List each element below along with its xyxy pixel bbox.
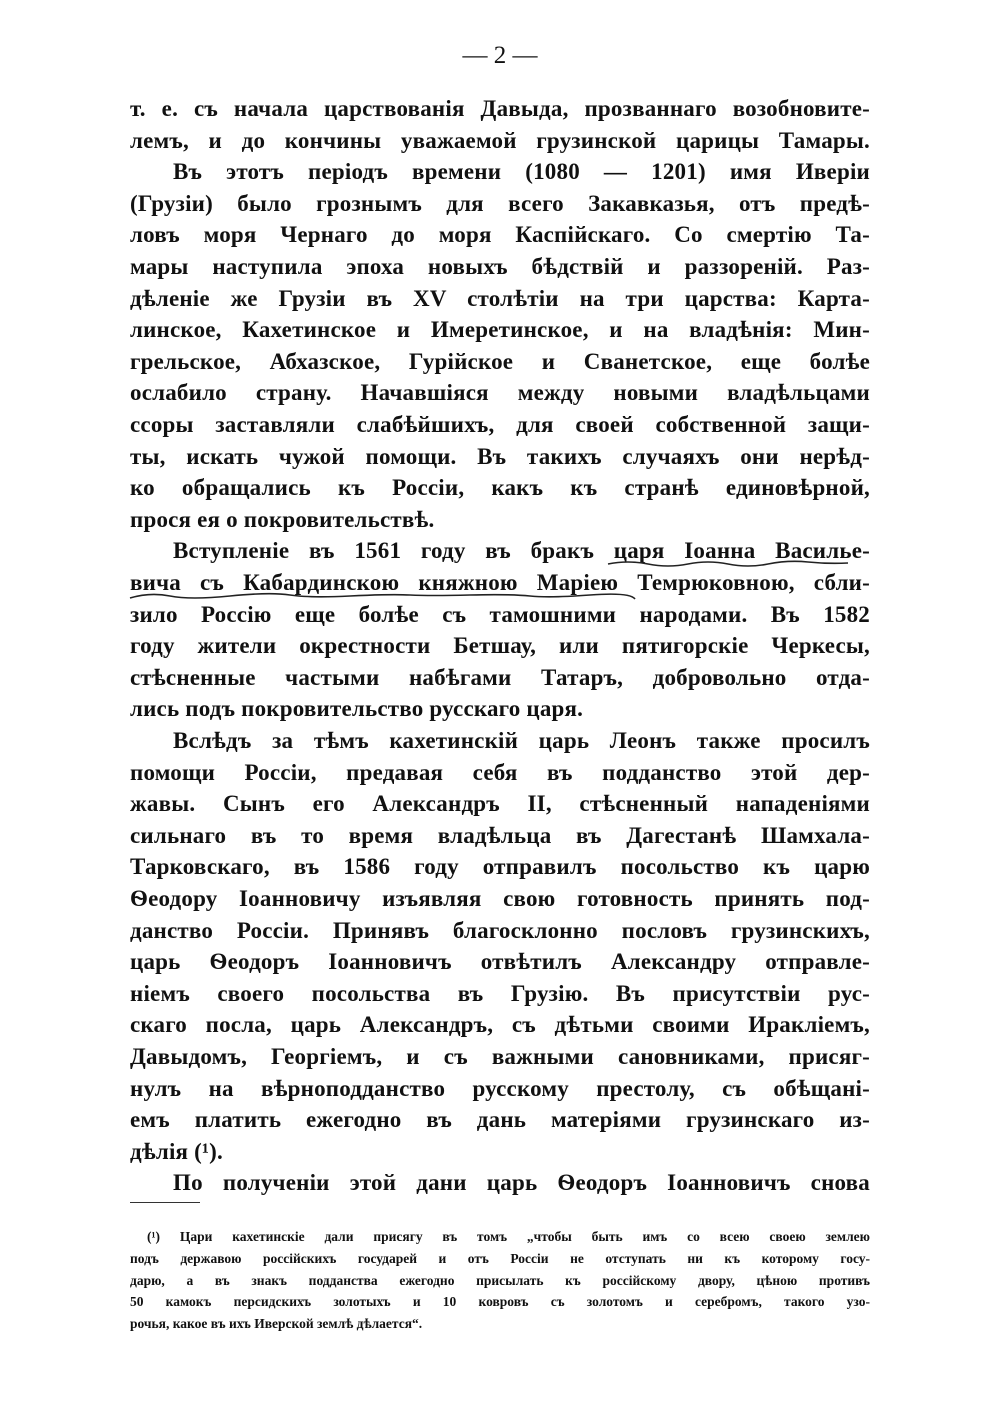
text-line: (Грузіи) было грознымъ для всего Закавказья, отъ предѣ- (130, 190, 870, 216)
text-line: мары наступила эпоха новыхъ бѣдствій и раззореній. Раз- (130, 254, 870, 279)
footnote-line: (¹) Цари кахетинскіе дали присягу въ томъ „чтобы быть имъ со всею своею землею (147, 1229, 870, 1244)
text-line: ко обращались къ Россіи, какъ къ странѣ единовѣрной, (130, 475, 870, 501)
text-line: скаго посла, царь Александръ, съ дѣтьми своими Ираклiемъ, (130, 1012, 870, 1038)
text-line: линское, Кахетинское и Имеретинское, и на владѣнія: Мин- (130, 317, 870, 343)
text-line: году жители окрестности Бетшау, или пятигорскіе Черкесы, (130, 633, 870, 659)
text-line: По полученіи этой дани царь Ѳеодоръ Іоанновичъ снова (173, 1170, 870, 1196)
text-line: ослабило страну. Начавшіяся между новыми владѣльцами (130, 380, 870, 406)
text-line: ніемъ своего посольства въ Грузію. Въ присутствіи рус- (130, 980, 870, 1006)
text-line: грельское, Абхазское, Гурійское и Сванетское, еще болѣе (130, 348, 870, 374)
text-line: Давыдомъ, Георгіемъ, и съ важными сановниками, присяг- (130, 1044, 870, 1069)
text-line: ты, искать чужой помощи. Въ такихъ случаяхъ они нерѣд- (130, 443, 870, 469)
text-line: Ѳеодору Іоанновичу изъявляя свою готовность принять под- (130, 886, 870, 911)
text-line: вича съ Кабардинскою княжною Маріею Темрюковною, сбли- (130, 570, 870, 595)
text-line: помощи Россіи, предавая себя въ подданство этой дер- (130, 759, 870, 785)
text-line: прося ея о покровительствѣ. (130, 506, 435, 532)
text-line: Въ этотъ періодъ времени (1080 — 1201) имя Иверіи (173, 159, 870, 185)
text-line: т. е. съ начала царствованія Давыда, прозваннаго возобновите- (130, 96, 870, 121)
text-line: сильнаго въ то время владѣльца въ Дагестанѣ Шамхала- (130, 822, 870, 848)
footnote-line: дарю, а въ знакъ подданства ежегодно присылать къ россійскому двору, цѣною противъ (130, 1272, 870, 1288)
text-line: Вступленіе въ 1561 году въ бракъ царя Іоанна Василье- (173, 538, 870, 564)
text-line: Тарковскаго, въ 1586 году отправилъ посольство къ царю (130, 854, 870, 880)
footnote-line: 50 камокъ персидскихъ золотыхъ и 10 ковровъ съ золотомъ и серебромъ, такого узо- (130, 1294, 870, 1310)
footnote-line: подъ державою россійскихъ государей и отъ Россіи не отступать ни къ которому госу- (130, 1250, 870, 1266)
page-number: — 2 — (462, 42, 538, 69)
text-line: ловъ моря Чернаго до моря Каспійскаго. Со смертію Та- (130, 222, 870, 248)
text-line: нулъ на вѣрноподданство русскому престолу, съ обѣщані- (130, 1075, 870, 1101)
text-line: лись подъ покровительство русскаго царя. (130, 696, 584, 722)
text-line: зило Россію еще болѣе съ тамошними народами. Въ 1582 (130, 601, 870, 627)
underline-stroke-1 (608, 561, 848, 566)
text-line: емъ платить ежегодно въ дань матеріями грузинскаго из- (130, 1107, 870, 1133)
text-line: Вслѣдъ за тѣмъ кахетинскій царь Леонъ также просилъ (173, 728, 870, 753)
text-line: стѣсненные частыми набѣгами Татаръ, добровольно отда- (130, 664, 870, 690)
text-line: дѣленіе же Грузіи въ XV столѣтіи на три царства: Карта- (130, 285, 870, 311)
underline-stroke-2 (130, 594, 635, 599)
text-line: дѣлія (¹). (130, 1138, 223, 1164)
text-line: данство Россіи. Принявъ благосклонно пословъ грузинскихъ, (130, 917, 870, 943)
text-line: лемъ, и до кончины уважаемой грузинской царицы Тамары. (130, 127, 870, 153)
footnote-line: рочья, какое въ ихъ Иверской землѣ дѣлается“. (130, 1316, 423, 1332)
text-line: жавы. Сынъ его Александръ II, стѣсненный нападеніями (130, 791, 870, 817)
text-line: ссоры заставляли слабѣйшихъ, для своей собственной защи- (130, 412, 870, 437)
text-line: царь Ѳеодоръ Іоанновичъ отвѣтилъ Александру отправле- (130, 949, 870, 975)
